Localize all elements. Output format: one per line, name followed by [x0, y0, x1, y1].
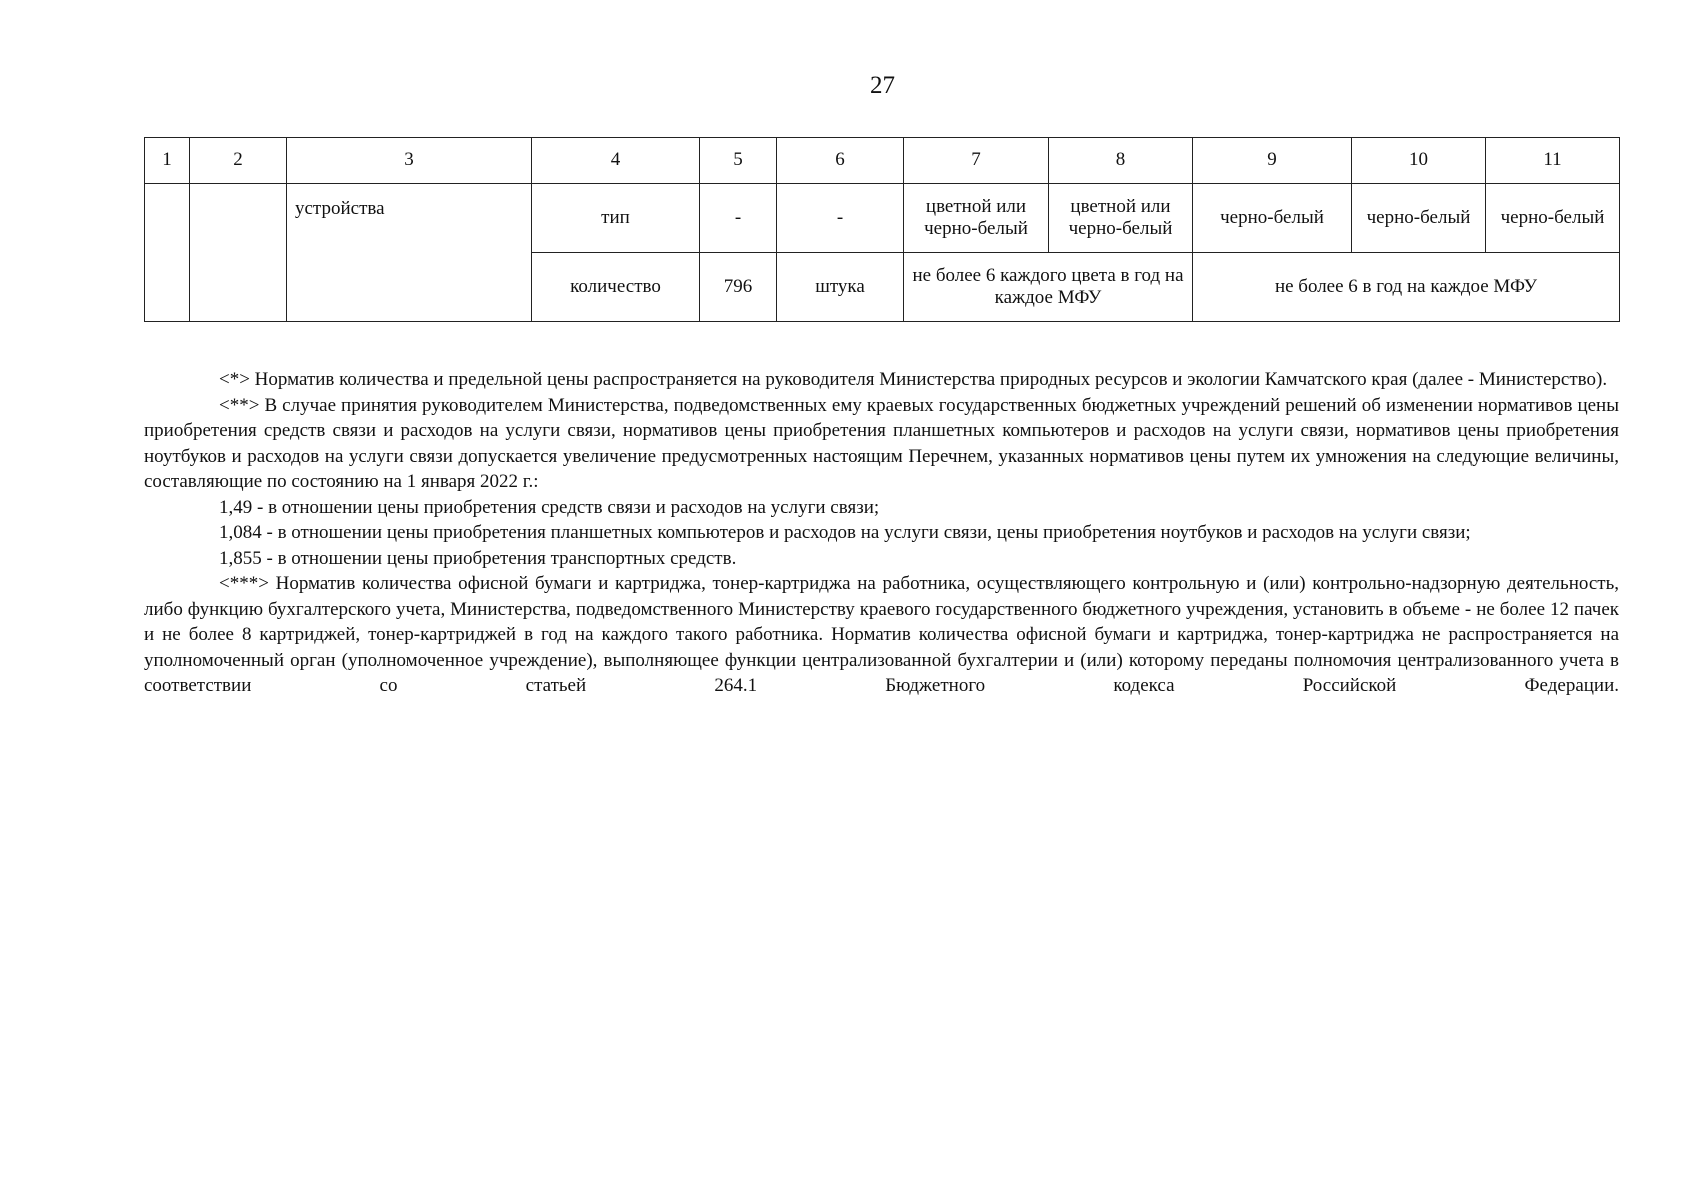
table-cell: - [777, 184, 904, 253]
footnote-paragraph: 1,084 - в отношении цены приобретения планшетных компьютеров и расходов на услуги связи, цены приобретения ноутбуков и расходов на услуги связи; [219, 522, 1471, 543]
table-cell: черно-белый [1352, 184, 1486, 253]
table-cell: 796 [700, 253, 777, 322]
table-cell: черно-белый [1193, 184, 1352, 253]
table-cell: цветной или черно-белый [904, 184, 1049, 253]
table-cell-merged: не более 6 каждого цвета в год на каждое МФУ [904, 253, 1193, 322]
table-cell: цветной или черно-белый [1049, 184, 1193, 253]
header-cell: 7 [904, 138, 1049, 184]
footnotes [144, 367, 1619, 699]
header-cell: 9 [1193, 138, 1352, 184]
footnote-paragraph: <**> В случае принятия руководителем Министерства, подведомственных ему краевых государственных бюджетных учреждений решений об изменении нормативов цены приобретения средств связи и расходов на услуги связи, нормативов цены приобретения планшетных компьютеров и расходов на услуги связи, нормативов цены приобретения ноутбуков и расходов на услуги связи допускается увеличение предусмотренных настоящим Перечнем, указанных нормативов цены путем их умножения на следующие величины, составляющие по состоянию на 1 января 2022 г.: [144, 394, 1619, 492]
norms-table [144, 137, 1620, 322]
table-cell-empty [190, 184, 287, 322]
header-cell: 11 [1486, 138, 1620, 184]
footnote-paragraph: <***> Норматив количества офисной бумаги и картриджа, тонер-картриджа на работника, осуществляющего контрольную и (или) контрольно-надзорную деятельность, либо функцию бухгалтерского учета, Министерства, подведомственного Министерству краевого государственного бюджетного учреждения, установить в объеме - не более 12 пачек и не более 8 картриджей, тонер-картриджей в год на каждого такого работника. Норматив количества офисной бумаги и картриджа, тонер-картриджа не распространяется на уполномоченный орган (уполномоченное учреждение), выполняющее функции централизованной бухгалтерии и (или) которому переданы полномочия централизованного учета в соответствии со статьей 264.1 Бюджетного кодекса Российской Федерации. [144, 573, 1619, 696]
table-cell: черно-белый [1486, 184, 1620, 253]
header-cell: 3 [287, 138, 532, 184]
footnote-paragraph: 1,49 - в отношении цены приобретения средств связи и расходов на услуги связи; [219, 496, 880, 518]
table-cell-empty [145, 184, 190, 322]
page-number: 27 [870, 72, 895, 99]
header-cell: 4 [532, 138, 700, 184]
header-cell: 10 [1352, 138, 1486, 184]
table-header-row [145, 138, 1620, 184]
table-cell: штука [777, 253, 904, 322]
header-cell: 2 [190, 138, 287, 184]
param-cell: количество [532, 253, 700, 322]
footnote-paragraph: <*> Норматив количества и предельной цены распространяется на руководителя Министерства природных ресурсов и экологии Камчатского края (далее - Министерство). [219, 369, 1608, 390]
device-name-cell: устройства [287, 184, 532, 322]
table-cell-merged: не более 6 в год на каждое МФУ [1193, 253, 1620, 322]
header-cell: 8 [1049, 138, 1193, 184]
param-cell: тип [532, 184, 700, 253]
header-cell: 1 [145, 138, 190, 184]
table-row-type [145, 184, 1620, 253]
header-cell: 5 [700, 138, 777, 184]
header-cell: 6 [777, 138, 904, 184]
table-cell: - [700, 184, 777, 253]
footnote-paragraph: 1,855 - в отношении цены приобретения транспортных средств. [219, 547, 737, 569]
